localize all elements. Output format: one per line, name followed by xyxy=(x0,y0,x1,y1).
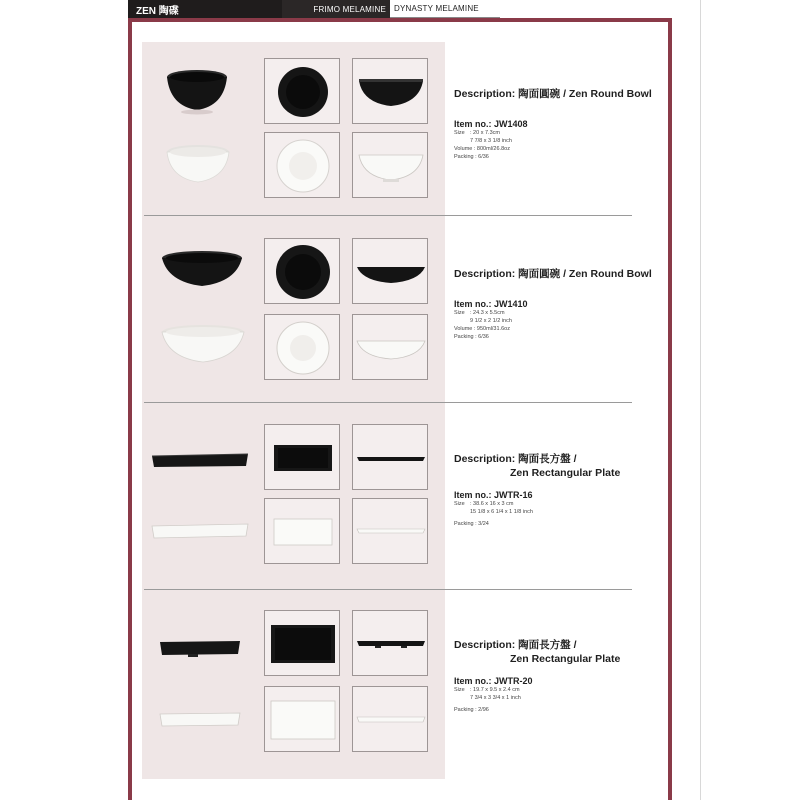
product-description: Description: 陶面圓碗 / Zen Round Bowl xyxy=(454,268,652,280)
spec-size xyxy=(454,129,652,145)
item-number: Item no.: JW1408 xyxy=(454,119,528,129)
white-bowl-side-view xyxy=(352,132,428,198)
product-info-jw1410 xyxy=(454,267,652,341)
product-info-jw1408 xyxy=(454,87,652,161)
size-metric: : 38.6 x 16 x 3 cm xyxy=(470,501,514,507)
spec-packing: Packing : 6/36 xyxy=(454,334,489,340)
section-title: ZEN 陶碟 xyxy=(128,0,282,18)
item-number: Item no.: JW1410 xyxy=(454,299,528,309)
black-bowl-top-view xyxy=(264,58,340,124)
brand-left: FRIMO MELAMINE xyxy=(282,0,390,18)
size-label: Size xyxy=(454,310,465,316)
size-imperial: 15 1/8 x 6 1/4 x 1 1/8 inch xyxy=(470,509,533,515)
size-imperial: 9 1/2 x 2 1/2 inch xyxy=(470,318,512,324)
spec-volume: Volume : 950ml/31.6oz xyxy=(454,326,510,332)
spec-size xyxy=(454,309,652,325)
item-number: Item no.: JWTR-16 xyxy=(454,490,533,500)
size-label: Size xyxy=(454,130,465,136)
black-long-plate-photo xyxy=(150,448,250,472)
spec-volume: Volume : 800ml/26.8oz xyxy=(454,146,510,152)
product-description-line2: Zen Rectangular Plate xyxy=(510,467,621,479)
product-info-jwtr16 xyxy=(454,452,620,528)
white-bowl-photo xyxy=(162,140,234,186)
brand-right: DYNASTY MELAMINE xyxy=(390,0,500,18)
black-bowl-photo xyxy=(162,66,232,116)
header-bar xyxy=(128,0,700,18)
row-divider xyxy=(144,589,632,590)
white-wide-bowl-side-view xyxy=(352,314,428,380)
product-description: Description: 陶面圓碗 / Zen Round Bowl xyxy=(454,88,652,100)
product-info-jwtr20 xyxy=(454,638,620,714)
white-bowl-top-view xyxy=(264,132,340,198)
white-long-plate-side-view xyxy=(352,498,428,564)
white-wide-bowl-top-view xyxy=(264,314,340,380)
white-small-plate-top-view xyxy=(264,686,340,752)
row-divider xyxy=(144,215,632,216)
black-bowl-side-view xyxy=(352,58,428,124)
spec-size xyxy=(454,500,620,516)
white-small-plate-side-view xyxy=(352,686,428,752)
black-wide-bowl-top-view xyxy=(264,238,340,304)
size-metric: : 24.3 x 5.5cm xyxy=(470,310,505,316)
black-wide-bowl-photo xyxy=(158,248,246,292)
white-long-plate-top-view xyxy=(264,498,340,564)
white-small-plate-photo xyxy=(158,710,242,732)
black-small-plate-photo xyxy=(158,638,242,662)
black-long-plate-top-view xyxy=(264,424,340,490)
row-divider xyxy=(144,402,632,403)
spec-packing: Packing : 3/24 xyxy=(454,521,489,527)
size-label: Size xyxy=(454,687,465,693)
black-wide-bowl-side-view xyxy=(352,238,428,304)
size-imperial: 7 7/8 x 3 1/8 inch xyxy=(470,138,512,144)
product-description: Description: 陶面長方盤 / xyxy=(454,453,577,465)
white-wide-bowl-photo xyxy=(158,322,248,368)
size-label: Size xyxy=(454,501,465,507)
white-long-plate-photo xyxy=(150,520,250,542)
size-metric: : 20 x 7.3cm xyxy=(470,130,500,136)
size-imperial: 7 3/4 x 3 3/4 x 1 inch xyxy=(470,695,521,701)
product-description: Description: 陶面長方盤 / xyxy=(454,639,577,651)
black-small-plate-top-view xyxy=(264,610,340,676)
spec-size xyxy=(454,686,620,702)
item-number: Item no.: JWTR-20 xyxy=(454,676,533,686)
size-metric: : 19.7 x 9.5 x 2.4 cm xyxy=(470,687,520,693)
page-edge-line xyxy=(700,0,701,800)
product-description-line2: Zen Rectangular Plate xyxy=(510,653,621,665)
spec-packing: Packing : 2/96 xyxy=(454,707,489,713)
black-long-plate-side-view xyxy=(352,424,428,490)
black-small-plate-side-view xyxy=(352,610,428,676)
spec-packing: Packing : 6/36 xyxy=(454,154,489,160)
